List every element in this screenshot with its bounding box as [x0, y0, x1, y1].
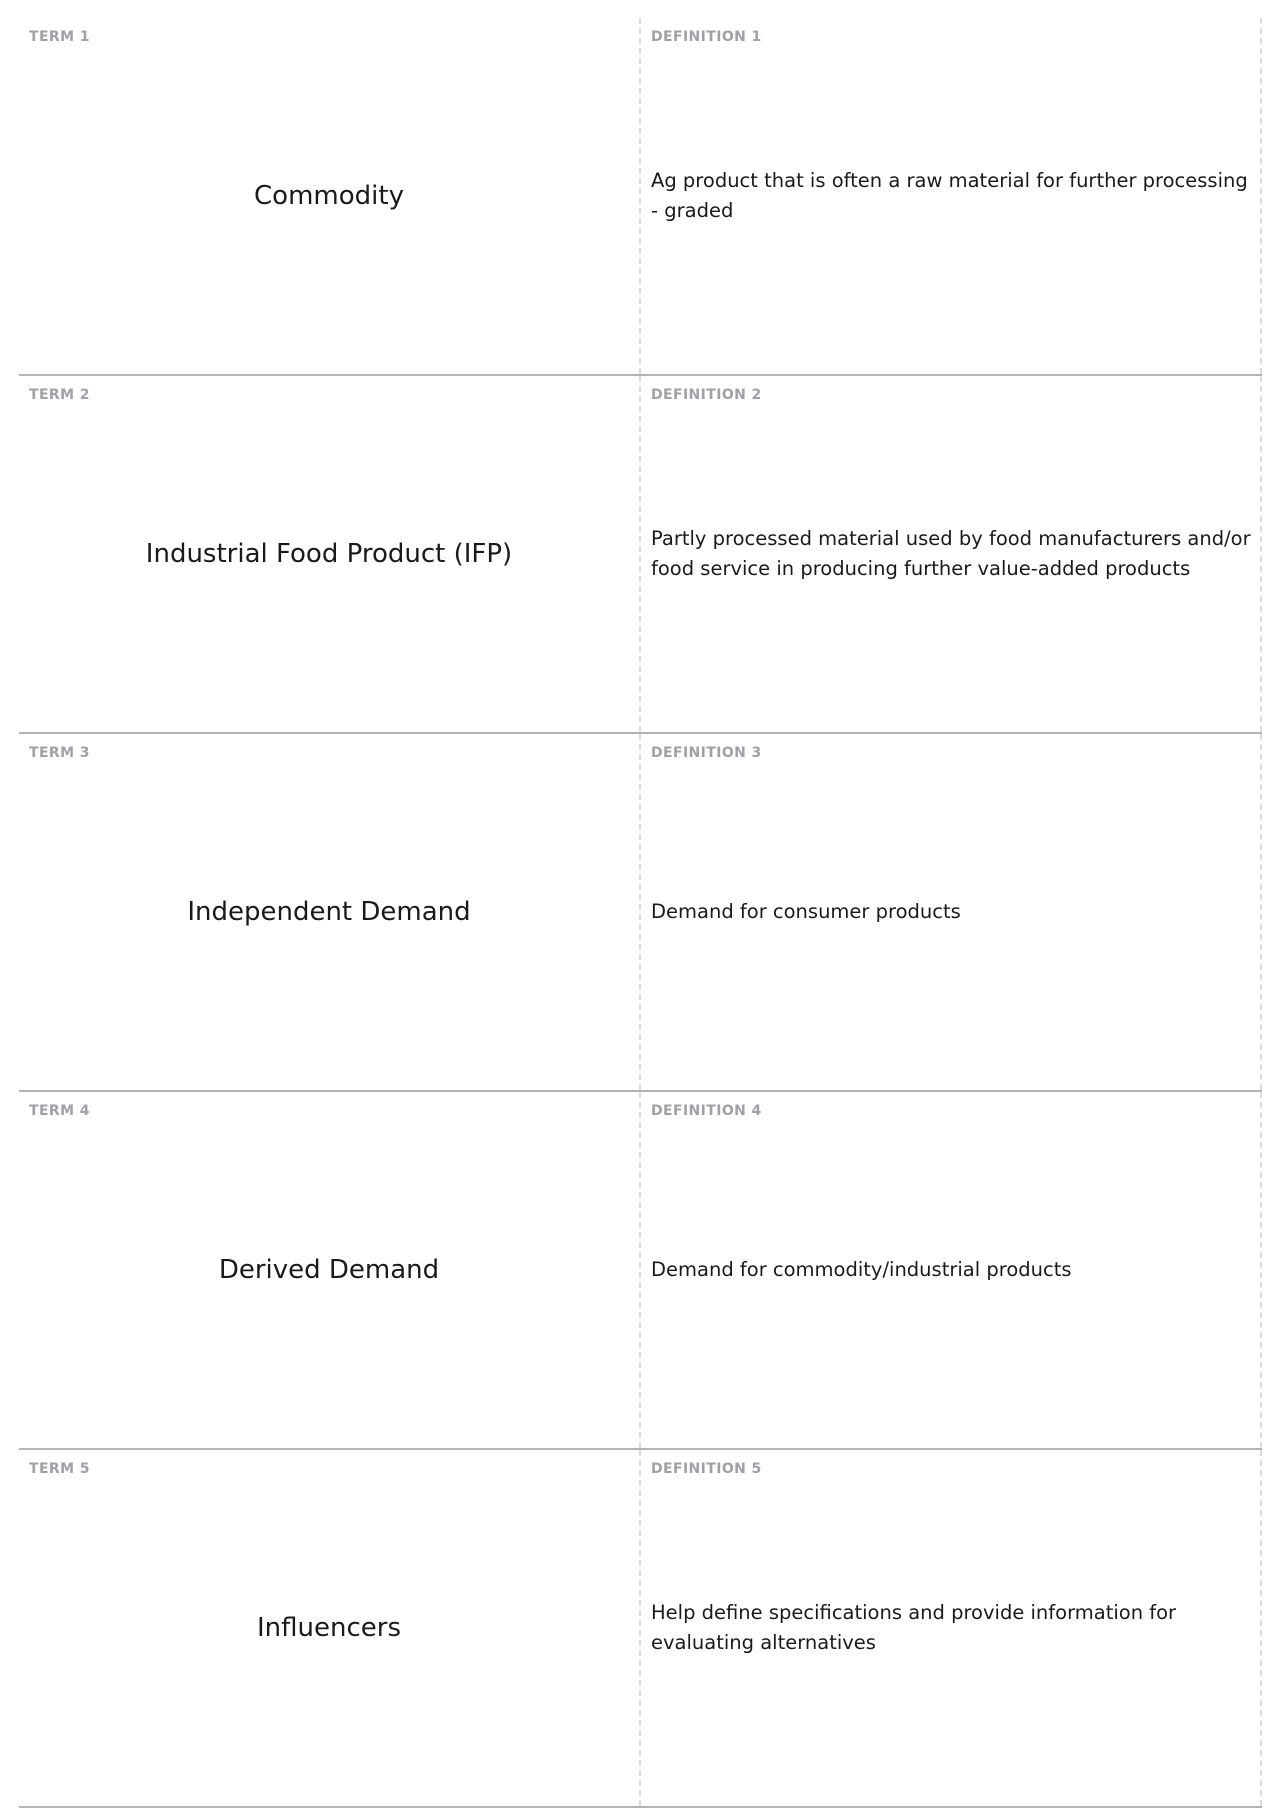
definition-cell [641, 1450, 1262, 1806]
flashcard-sheet [19, 18, 1262, 1808]
term-text: Influencers [256, 1613, 401, 1643]
flashcard-row [19, 376, 1262, 734]
definition-cell [641, 376, 1262, 732]
definition-text: Demand for commodity/industrial products [651, 1258, 1072, 1281]
term-cell [19, 376, 641, 732]
definition-label: DEFINITION 5 [651, 1461, 762, 1477]
term-label: TERM 5 [29, 1461, 90, 1477]
term-label: TERM 2 [29, 387, 90, 403]
term-text: Commodity [254, 181, 404, 211]
term-label: TERM 4 [29, 1103, 90, 1119]
definition-text: Ag product that is often a raw material for further processing - graded [651, 169, 1248, 222]
definition-label: DEFINITION 3 [651, 745, 762, 761]
term-cell [19, 1092, 641, 1448]
term-cell [19, 18, 641, 374]
definition-label: DEFINITION 1 [651, 29, 762, 45]
term-label: TERM 1 [29, 29, 90, 45]
flashcard-row [19, 1450, 1262, 1808]
definition-text: Demand for consumer products [651, 900, 961, 923]
term-text: Independent Demand [187, 897, 471, 927]
term-cell [19, 734, 641, 1090]
flashcard-row [19, 734, 1262, 1092]
term-cell [19, 1450, 641, 1806]
term-label: TERM 3 [29, 745, 90, 761]
definition-text: Help define specifications and provide information for evaluating alternatives [651, 1601, 1177, 1654]
definition-text: Partly processed material used by food manufacturers and/or food service in producing further value-added products [651, 527, 1251, 580]
definition-cell [641, 18, 1262, 374]
term-text: Industrial Food Product (IFP) [145, 539, 513, 569]
definition-cell [641, 1092, 1262, 1448]
term-text: Derived Demand [218, 1255, 440, 1285]
definition-label: DEFINITION 4 [651, 1103, 762, 1119]
flashcard-row [19, 18, 1262, 376]
flashcard-row [19, 1092, 1262, 1450]
definition-cell [641, 734, 1262, 1090]
definition-label: DEFINITION 2 [651, 387, 762, 403]
